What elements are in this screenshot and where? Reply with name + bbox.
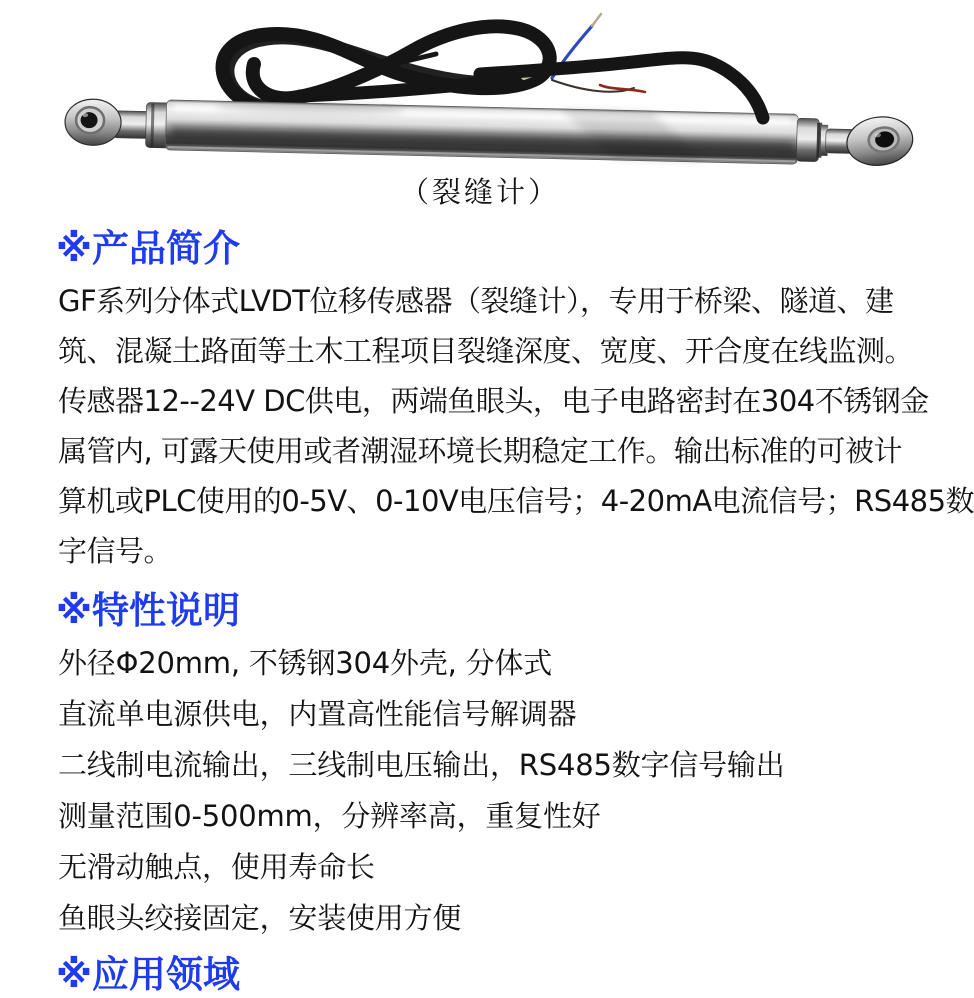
- sensor-body: [64, 94, 916, 171]
- rod-end-left: [65, 99, 122, 146]
- intro-line: 属管内, 可露天使用或者潮湿环境长期稳定工作。输出标准的可被计: [58, 434, 902, 468]
- intro-line: GF系列分体式LVDT位移传感器（裂缝计），专用于桥梁、隧道、建: [58, 284, 894, 318]
- section-title-features: ※特性说明: [56, 589, 240, 632]
- feature-line: 无滑动触点，使用寿命长: [58, 850, 375, 884]
- feature-line: 直流单电源供电，内置高性能信号解调器: [58, 697, 577, 731]
- intro-line: 传感器12--24V DC供电，两端鱼眼头，电子电路密封在304不锈钢金: [58, 384, 929, 418]
- intro-line: 筑、混凝土路面等土木工程项目裂缝深度、宽度、开合度在线监测。: [58, 334, 914, 368]
- section-title-product-intro: ※产品简介: [56, 227, 240, 270]
- intro-line: 字信号。: [58, 534, 173, 568]
- rod-end-right: [844, 113, 916, 169]
- feature-line: 外径Φ20mm, 不锈钢304外壳, 分体式: [58, 646, 553, 680]
- description-content: [0, 226, 974, 998]
- intro-line: 算机或PLC使用的0-5V、0-10V电压信号；4-20mA电流信号；RS485数: [58, 484, 974, 518]
- crack-meter-illustration: [0, 0, 960, 172]
- photo-caption: （裂缝计）: [399, 175, 560, 209]
- feature-line: 二线制电流输出，三线制电压输出，RS485数字信号输出: [58, 748, 785, 782]
- section-title-applications: ※应用领域: [56, 953, 240, 996]
- feature-line: 测量范围0-500mm，分辨率高，重复性好: [58, 799, 601, 833]
- product-photo: [0, 0, 960, 172]
- feature-line: 鱼眼头绞接固定，安装使用方便: [58, 901, 462, 935]
